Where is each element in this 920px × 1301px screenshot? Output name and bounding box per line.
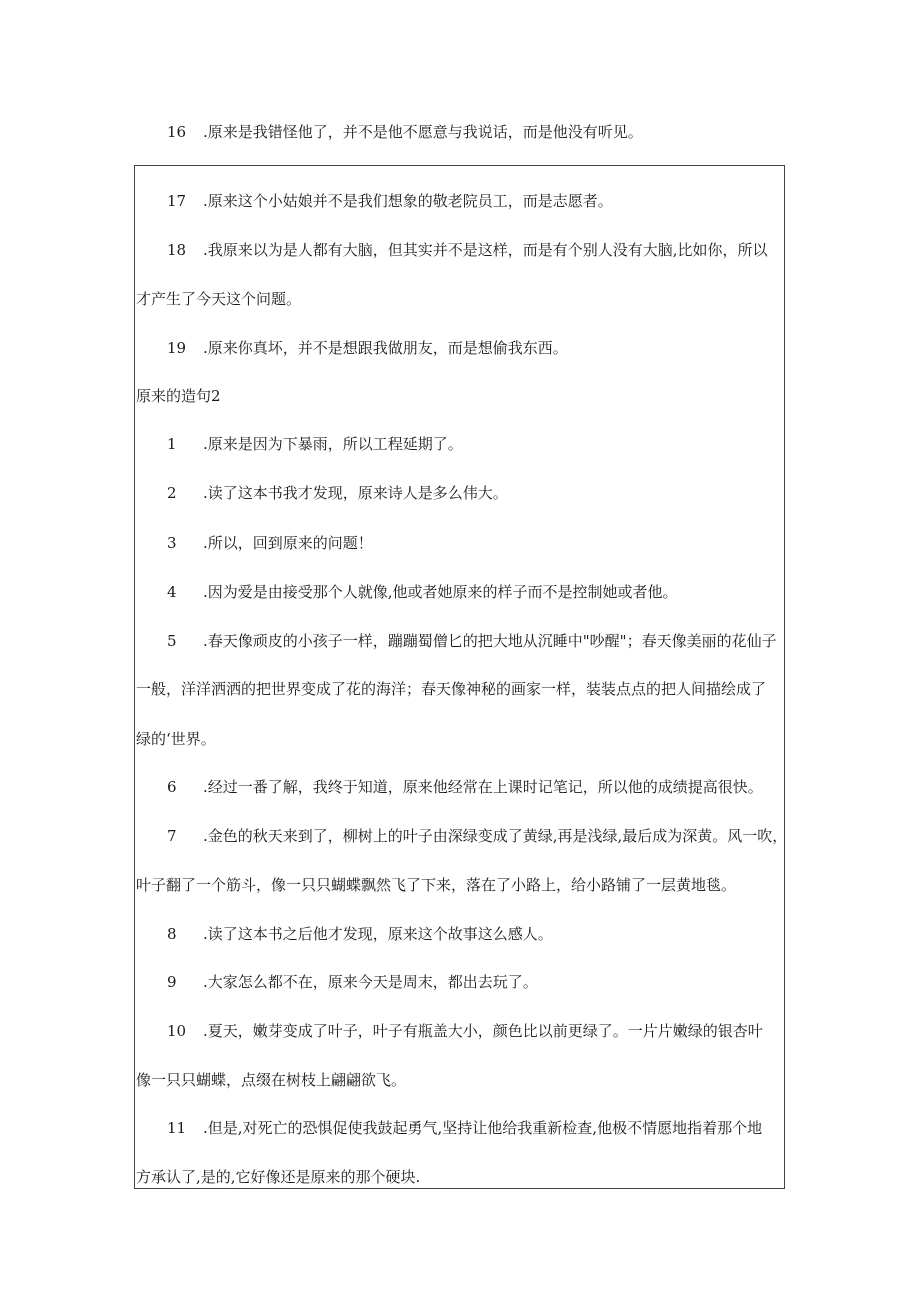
item-text: .春天像顽皮的小孩子一样，蹦蹦蜀僧匕的把大地从沉睡中"吵醒"；春天像美丽的花仙子 bbox=[203, 632, 777, 650]
list-item bbox=[167, 972, 538, 992]
item-text: .原来你真坏，并不是想跟我做朋友，而是想偷我东西。 bbox=[203, 339, 568, 357]
item-continuation: 方承认了,是的,它好像还是原来的那个硬块. bbox=[136, 1168, 421, 1186]
item-text: .读了这本书我才发现，原来诗人是多么伟大。 bbox=[203, 484, 508, 502]
item-text: .但是,对死亡的恐惧促使我鼓起勇气,坚持让他给我重新检查,他极不情愿地指着那个地 bbox=[203, 1119, 763, 1137]
item-number: 8 bbox=[167, 925, 177, 943]
item-number: 6 bbox=[167, 778, 177, 796]
item-number: 19 bbox=[167, 339, 187, 357]
item-continuation: 叶子翻了一个筋斗，像一只只蝴蝶飘然飞了下来，落在了小路上，给小路铺了一层黄地毯。 bbox=[136, 876, 737, 894]
list-item bbox=[167, 191, 613, 211]
item-number: 4 bbox=[167, 583, 177, 601]
list-item bbox=[167, 434, 463, 454]
list-item bbox=[167, 1118, 762, 1138]
list-item bbox=[167, 826, 787, 846]
item-number: 3 bbox=[167, 534, 177, 552]
item-number: 16 bbox=[167, 123, 187, 141]
item-number: 18 bbox=[167, 241, 187, 259]
item-number: 9 bbox=[167, 973, 177, 991]
list-item bbox=[167, 1021, 763, 1041]
list-item bbox=[167, 533, 373, 553]
item-continuation: 像一只只蝴蝶，点缀在树枝上翩翩欲飞。 bbox=[136, 1071, 407, 1089]
item-continuation: 一般，洋洋洒洒的把世界变成了花的海洋；春天像神秘的画家一样，装装点点的把人间描绘成了 bbox=[136, 680, 767, 698]
item-text: .我原来以为是人都有大脑，但其实并不是这样，而是有个别人没有大脑,比如你，所以 bbox=[203, 241, 768, 259]
section-heading: 原来的造句2 bbox=[136, 387, 221, 405]
list-item bbox=[167, 483, 508, 503]
list-item bbox=[167, 582, 678, 602]
item-number: 10 bbox=[167, 1022, 187, 1040]
item-continuation: 才产生了今天这个问题。 bbox=[136, 290, 302, 308]
item-text: .原来是因为下暴雨，所以工程延期了。 bbox=[203, 435, 463, 453]
item-number: 2 bbox=[167, 484, 177, 502]
list-item bbox=[167, 777, 763, 797]
item-text: .所以，回到原来的问题！ bbox=[203, 534, 373, 552]
list-item bbox=[167, 924, 553, 944]
item-text: .经过一番了解，我终于知道，原来他经常在上课时记笔记，所以他的成绩提高很快。 bbox=[203, 778, 763, 796]
item-continuation: 绿的‘世界。 bbox=[136, 730, 216, 748]
item-number: 11 bbox=[167, 1119, 187, 1137]
item-text: .夏天，嫩芽变成了叶子，叶子有瓶盖大小，颜色比以前更绿了。一片片嫩绿的银杏叶 bbox=[203, 1022, 763, 1040]
item-number: 1 bbox=[167, 435, 177, 453]
item-number: 5 bbox=[167, 632, 177, 650]
list-item bbox=[167, 122, 643, 142]
item-text: .大家怎么都不在，原来今天是周末，都出去玩了。 bbox=[203, 973, 538, 991]
item-text: .读了这本书之后他才发现，原来这个故事这么感人。 bbox=[203, 925, 553, 943]
item-number: 17 bbox=[167, 192, 187, 210]
item-text: .因为爱是由接受那个人就像,他或者她原来的样子而不是控制她或者他。 bbox=[203, 583, 678, 601]
item-text: .金色的秋天来到了，柳树上的叶子由深绿变成了黄绿,再是浅绿,最后成为深黄。风一吹， bbox=[203, 827, 788, 845]
item-text: .原来这个小姑娘并不是我们想象的敬老院员工，而是志愿者。 bbox=[203, 192, 613, 210]
list-item bbox=[167, 631, 777, 651]
list-item bbox=[167, 338, 568, 358]
item-number: 7 bbox=[167, 827, 177, 845]
item-text: .原来是我错怪他了，并不是他不愿意与我说话，而是他没有听见。 bbox=[203, 123, 643, 141]
list-item bbox=[167, 240, 768, 260]
